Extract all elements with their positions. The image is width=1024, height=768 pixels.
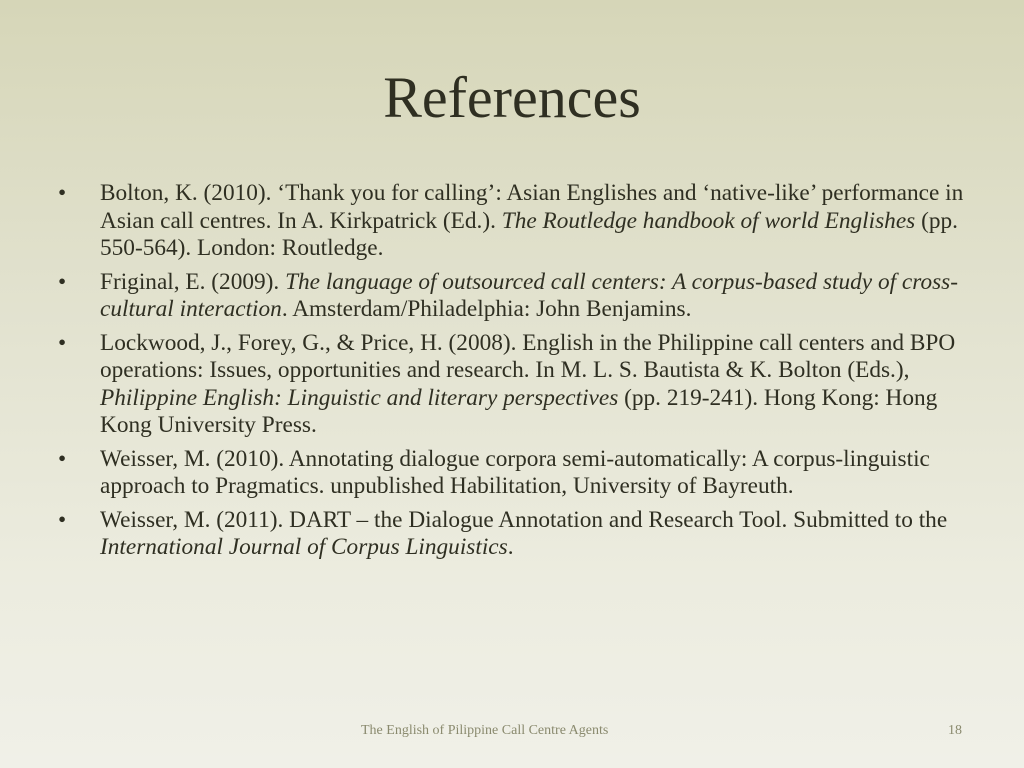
reference-item (58, 446, 968, 501)
reference-text: Bolton, K. (2010). ‘Thank you for calling’: Asian Englishes and ‘native-like’ performance in Asian call centres. In A. Kirkpatrick (Ed.). (100, 180, 964, 234)
reference-text: . (507, 534, 514, 560)
bullet-icon: • (58, 180, 67, 206)
reference-item (58, 180, 968, 263)
reference-text: Weisser, M. (2010). Annotating dialogue corpora semi-automatically: A corpus-linguistic approach to Pragmatics. unpublished Habilitation, University of Bayreuth. (100, 445, 930, 499)
reference-title-italic: The Routledge handbook of world Englishes (501, 207, 916, 234)
slide-title: References (383, 65, 641, 130)
footer-text: The English of Pilippine Call Centre Agents (361, 723, 609, 738)
bullet-icon: • (58, 506, 67, 533)
bullet-icon: • (58, 268, 67, 295)
bullet-icon: • (58, 329, 67, 356)
bullet-icon: • (58, 445, 67, 472)
reference-item (58, 269, 968, 324)
reference-title-italic: The language of outsourced call centers: A corpus-based study of cross-cultural interaction (100, 268, 958, 322)
page-number: 18 (948, 723, 962, 738)
reference-text: Weisser, M. (2011). DART – the Dialogue Annotation and Research Tool. Submitted to the (100, 506, 948, 533)
reference-item (58, 330, 968, 440)
reference-text: (pp. 219-241). Hong Kong: Hong Kong University Press. (100, 384, 938, 438)
references-list (58, 180, 968, 568)
reference-item (58, 507, 968, 562)
reference-title-italic: International Journal of Corpus Linguistics (100, 534, 508, 560)
reference-text: . Amsterdam/Philadelphia: John Benjamins. (281, 296, 692, 322)
reference-text: Lockwood, J., Forey, G., & Price, H. (2008). English in the Philippine call centers and BPO operations: Issues, opportunities and research. In M. L. S. Bautista & K. Bolton (Eds.), (100, 329, 956, 383)
reference-text: (pp. 550-564). London: Routledge. (100, 207, 958, 261)
reference-text: Friginal, E. (2009). (100, 268, 286, 295)
reference-title-italic: Philippine English: Linguistic and literary perspectives (100, 384, 619, 411)
